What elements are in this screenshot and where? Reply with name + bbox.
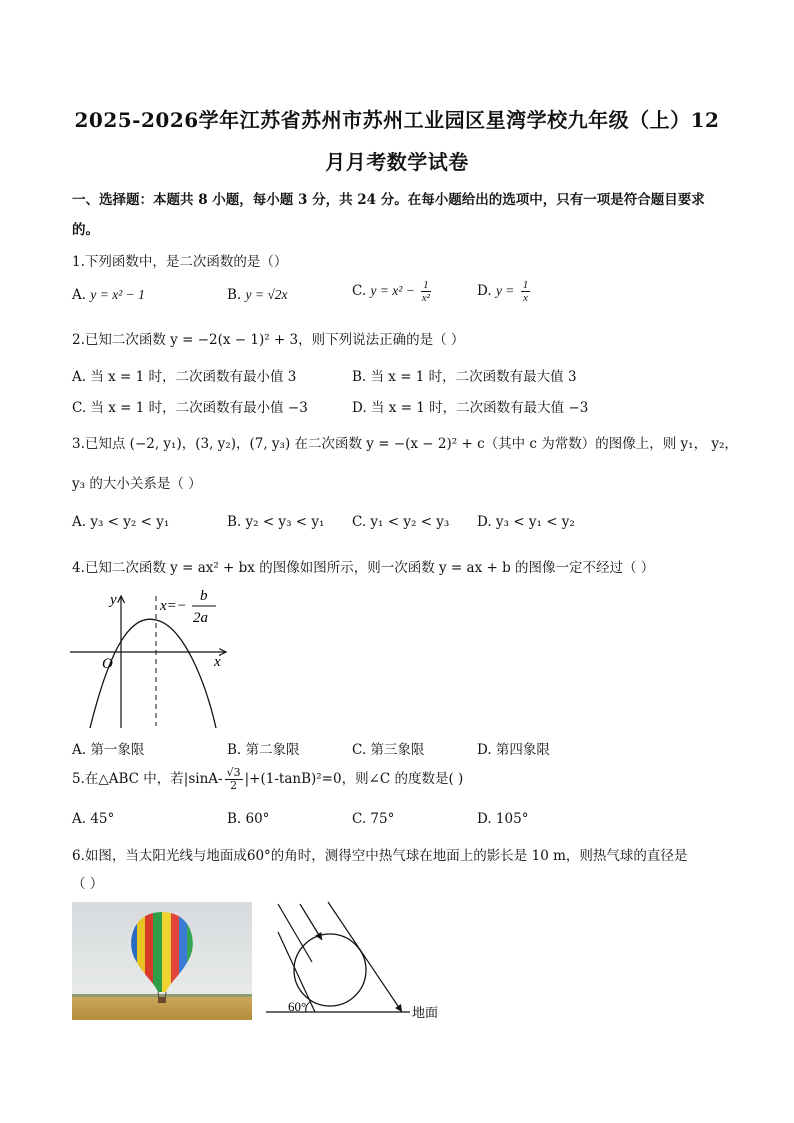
balloon-circle	[294, 934, 366, 1006]
option-d-fraction	[521, 279, 531, 304]
question-6-stem-line-2: （ ）	[72, 876, 104, 892]
symmetry-axis-numerator: b	[200, 588, 208, 604]
exam-title-line-1: 2025-2026学年江苏省苏州市苏州工业园区星湾学校九年级（上）12	[74, 108, 720, 132]
question-3-option-c: C. y₁ < y₂ < y₃	[352, 514, 450, 530]
parabola-graph	[66, 584, 242, 732]
x-axis-label: x	[214, 654, 221, 670]
angle-arc	[306, 1002, 310, 1012]
horizon	[72, 994, 252, 997]
question-1-option-d	[477, 279, 532, 304]
question-4-option-d: D. 第四象限	[477, 742, 550, 758]
option-b-expression: y = √2x	[245, 287, 288, 302]
question-5-denominator: 2	[230, 779, 238, 792]
question-5-stem	[72, 767, 463, 792]
option-d-numerator: 1	[522, 279, 529, 291]
exam-title-line-2: 月月考数学试卷	[325, 150, 469, 174]
question-3-stem-line-2: y₃ 的大小关系是（ ）	[72, 476, 202, 492]
question-3-stem-line-1: 3.已知点 (−2, y₁)，(3, y₂)，(7, y₃) 在二次函数 y = −(x − 2)² + c（其中 c 为常数）的图像上，则 y₁， y₂，	[72, 436, 738, 452]
question-4-stem: 4.已知二次函数 y = ax² + bx 的图像如图所示，则一次函数 y = ax + b 的图像一定不经过（ ）	[72, 560, 655, 576]
question-2-option-d: D. 当 x = 1 时，二次函数有最大值 −3	[352, 400, 589, 416]
question-2-stem: 2.已知二次函数 y = −2(x − 1)² + 3，则下列说法正确的是（ ）	[72, 332, 465, 348]
option-c-expression: y = x² −	[370, 283, 415, 298]
question-5-option-d: D. 105°	[477, 811, 529, 827]
question-5-stem-end: |+(1-tanB)²=0，则∠C 的度数是( )	[244, 771, 464, 787]
sun-ray-2	[300, 904, 322, 940]
question-5-stem-start: 5.在△ABC 中，若|sinA-	[72, 771, 223, 787]
question-6-stem-line-1: 6.如图，当太阳光线与地面成60°的角时，测得空中热气球在地面上的影长是 10 m，则热气球的直径是	[72, 848, 688, 864]
question-3-option-a: A. y₃ < y₂ < y₁	[72, 514, 170, 530]
option-c-denominator: x²	[421, 292, 430, 304]
question-3-option-b: B. y₂ < y₃ < y₁	[227, 514, 325, 530]
option-d-expression: y =	[495, 283, 515, 298]
angle-label: 60°	[288, 999, 307, 1014]
option-a-label: A.	[72, 287, 87, 303]
sun-ray-tangent-right	[328, 902, 402, 1012]
option-d-label: D.	[477, 283, 492, 299]
section-heading-line-2: 的。	[72, 222, 99, 238]
question-5-option-b: B. 60°	[227, 811, 270, 827]
question-3-option-d: D. y₃ < y₁ < y₂	[477, 514, 575, 530]
hot-air-balloon-photo	[72, 902, 252, 1020]
question-4-option-c: C. 第三象限	[352, 742, 425, 758]
option-d-denominator: x	[523, 292, 528, 304]
option-c-label: C.	[352, 283, 367, 299]
question-4-option-b: B. 第二象限	[227, 742, 300, 758]
balloon-basket	[158, 997, 166, 1003]
option-b-label: B.	[227, 287, 242, 303]
origin-label: O	[102, 656, 113, 672]
question-1-stem: 1.下列函数中，是二次函数的是（）	[72, 254, 288, 270]
question-2-option-b: B. 当 x = 1 时，二次函数有最大值 3	[352, 369, 577, 385]
question-5-option-c: C. 75°	[352, 811, 395, 827]
option-c-numerator: 1	[423, 279, 429, 291]
sun-ray-1	[278, 904, 312, 962]
section-heading-line-1: 一、选择题：本题共 8 小题，每小题 3 分，共 24 分。在每小题给出的选项中，只有一项是符合题目要求	[72, 192, 705, 208]
symmetry-axis-denominator: 2a	[193, 610, 208, 626]
symmetry-axis-label: x=−	[160, 598, 187, 614]
question-2-option-c: C. 当 x = 1 时，二次函数有最小值 −3	[72, 400, 308, 416]
question-4-option-a: A. 第一象限	[72, 742, 145, 758]
parabola-curve	[90, 619, 216, 728]
option-a-expression: y = x² − 1	[90, 287, 145, 302]
question-1-option-b	[227, 287, 288, 303]
option-c-fraction	[421, 279, 431, 304]
sunlight-shadow-diagram	[262, 900, 462, 1024]
question-2-option-a: A. 当 x = 1 时，二次函数有最小值 3	[72, 369, 297, 385]
question-5-numerator: √3	[226, 766, 241, 779]
y-axis-label: y	[110, 592, 117, 608]
question-5-option-a: A. 45°	[72, 811, 115, 827]
ground-label: 地面	[412, 1005, 439, 1020]
question-1-option-c	[352, 279, 433, 304]
question-1-option-a	[72, 287, 145, 303]
question-5-fraction	[225, 767, 243, 792]
